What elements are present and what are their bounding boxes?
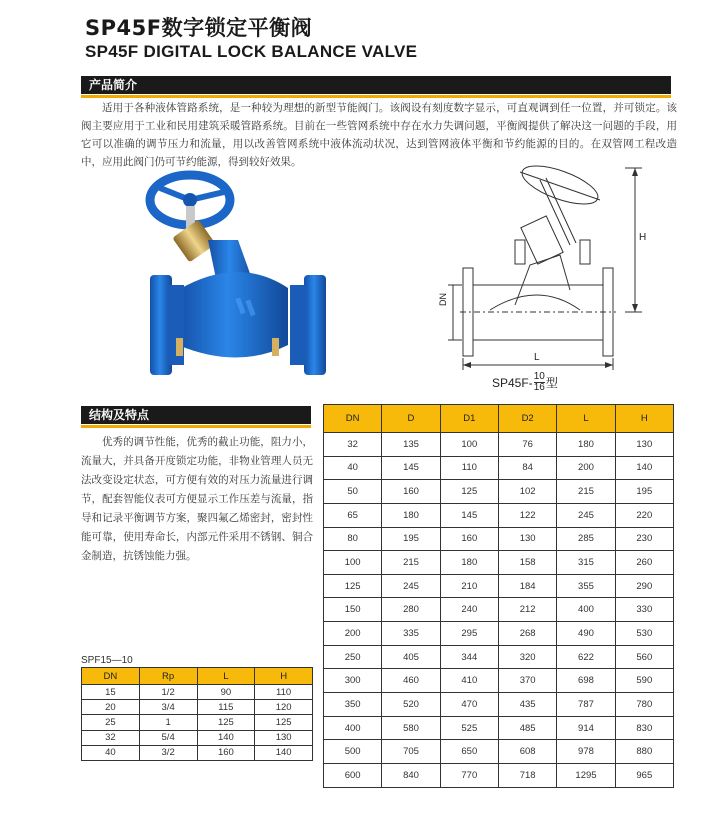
table-cell: 300	[324, 669, 382, 693]
table-cell: 460	[382, 669, 440, 693]
model-pressure-top: 10	[533, 371, 545, 382]
table-cell: 245	[557, 503, 615, 527]
table-cell: 260	[615, 551, 673, 575]
table-cell: 200	[324, 622, 382, 646]
intro-section-header	[81, 76, 671, 94]
table-cell: 485	[498, 716, 556, 740]
small-table-label: SPF15—10	[81, 655, 133, 666]
table-cell: 102	[498, 480, 556, 504]
table-cell: 90	[197, 685, 255, 700]
table-cell: 405	[382, 645, 440, 669]
table-cell: 120	[255, 700, 313, 715]
table-row	[82, 685, 313, 700]
table-cell: 200	[557, 456, 615, 480]
features-heading: 结构及特点	[89, 408, 150, 422]
table-header-cell: H	[255, 668, 313, 685]
table-cell: 25	[82, 715, 140, 730]
table-cell: 110	[440, 456, 498, 480]
table-row	[324, 622, 674, 646]
model-prefix: SP45F-	[492, 375, 533, 390]
table-cell: 130	[255, 730, 313, 745]
table-cell: 115	[197, 700, 255, 715]
table-cell: 215	[382, 551, 440, 575]
table-cell: 230	[615, 527, 673, 551]
test-port-left	[176, 338, 183, 356]
table-cell: 718	[498, 763, 556, 787]
table-cell: 215	[557, 480, 615, 504]
table-cell: 32	[82, 730, 140, 745]
table-cell: 195	[615, 480, 673, 504]
dim-l-label: L	[534, 352, 540, 363]
table-cell: 40	[82, 745, 140, 760]
table-cell: 76	[498, 433, 556, 457]
table-cell: 608	[498, 740, 556, 764]
table-row	[324, 693, 674, 717]
table-cell: 560	[615, 645, 673, 669]
table-cell: 20	[82, 700, 140, 715]
table-cell: 15	[82, 685, 140, 700]
table-cell: 145	[440, 503, 498, 527]
table-cell: 150	[324, 598, 382, 622]
table-cell: 350	[324, 693, 382, 717]
table-cell: 125	[197, 715, 255, 730]
table-header-cell: H	[615, 405, 673, 433]
table-row	[324, 574, 674, 598]
table-row	[324, 551, 674, 575]
dim-dn-label: DN	[438, 293, 448, 306]
table-row	[82, 745, 313, 760]
table-cell: 1	[139, 715, 197, 730]
table-cell: 184	[498, 574, 556, 598]
table-header-cell: L	[557, 405, 615, 433]
table-row	[324, 763, 674, 787]
table-cell: 580	[382, 716, 440, 740]
table-cell: 122	[498, 503, 556, 527]
table-cell: 245	[382, 574, 440, 598]
table-row	[82, 700, 313, 715]
table-header-cell: L	[197, 668, 255, 685]
table-cell: 5/4	[139, 730, 197, 745]
table-header-cell: D1	[440, 405, 498, 433]
valve-photo	[138, 170, 338, 390]
table-cell: 830	[615, 716, 673, 740]
table-cell: 880	[615, 740, 673, 764]
table-cell: 285	[557, 527, 615, 551]
model-label	[492, 372, 558, 393]
table-cell: 125	[324, 574, 382, 598]
table-cell: 315	[557, 551, 615, 575]
table-cell: 180	[382, 503, 440, 527]
table-cell: 590	[615, 669, 673, 693]
table-cell: 400	[557, 598, 615, 622]
table-cell: 158	[498, 551, 556, 575]
table-row	[324, 669, 674, 693]
table-cell: 295	[440, 622, 498, 646]
table-cell: 130	[498, 527, 556, 551]
model-suffix: 型	[545, 376, 558, 390]
features-accent-stripe	[81, 425, 311, 428]
model-pressure-fraction	[534, 372, 545, 393]
table-row	[324, 527, 674, 551]
table-cell: 100	[324, 551, 382, 575]
table-header-cell: DN	[82, 668, 140, 685]
table-cell: 525	[440, 716, 498, 740]
table-cell: 80	[324, 527, 382, 551]
intro-paragraph: 适用于各种液体管路系统，是一种较为理想的新型节能阀门。该阀设有刻度数字显示，可直观调到任一位置，并可锁定。该阀主要应用于工业和民用建筑采暖管路系统。目前在一些管网系统中存在水力失调问题，平衡阀提供了解决这一问题的手段，用它可以准确的调节压力和流量，用以改善管网系统中液体流动状况，达到管网液体平衡和节约能源的目的。在双管网工程改造中，应用此阀门仍可节约能源，得到较好效果。	[81, 102, 677, 168]
table-cell: 1/2	[139, 685, 197, 700]
table-cell: 140	[615, 456, 673, 480]
table-cell: 125	[440, 480, 498, 504]
dimension-table	[323, 404, 674, 788]
table-cell: 140	[255, 745, 313, 760]
page-title: SP45F数字锁定平衡阀	[85, 16, 313, 40]
table-cell: 965	[615, 763, 673, 787]
table-cell: 100	[440, 433, 498, 457]
table-cell: 125	[255, 715, 313, 730]
table-cell: 180	[557, 433, 615, 457]
test-port-right	[272, 338, 279, 356]
table-cell: 914	[557, 716, 615, 740]
table-cell: 400	[324, 716, 382, 740]
table-cell: 145	[382, 456, 440, 480]
table-cell: 370	[498, 669, 556, 693]
table-cell: 500	[324, 740, 382, 764]
table-cell: 195	[382, 527, 440, 551]
table-cell: 787	[557, 693, 615, 717]
table-cell: 280	[382, 598, 440, 622]
table-cell: 320	[498, 645, 556, 669]
table-cell: 220	[615, 503, 673, 527]
intro-accent-stripe	[81, 95, 671, 98]
spf-dimension-table	[81, 667, 313, 761]
table-row	[82, 730, 313, 745]
table-cell: 212	[498, 598, 556, 622]
table-cell: 622	[557, 645, 615, 669]
table-row	[82, 715, 313, 730]
table-row	[324, 503, 674, 527]
table-row	[324, 433, 674, 457]
table-header-cell: D2	[498, 405, 556, 433]
model-pressure-bottom: 16	[533, 382, 545, 393]
table-cell: 160	[382, 480, 440, 504]
table-cell: 840	[382, 763, 440, 787]
table-cell: 84	[498, 456, 556, 480]
table-cell: 40	[324, 456, 382, 480]
table-row	[324, 480, 674, 504]
table-row	[324, 716, 674, 740]
table-cell: 650	[440, 740, 498, 764]
table-cell: 698	[557, 669, 615, 693]
valve-body	[178, 272, 288, 358]
table-cell: 268	[498, 622, 556, 646]
technical-drawing	[420, 160, 670, 395]
table-cell: 240	[440, 598, 498, 622]
table-cell: 978	[557, 740, 615, 764]
table-cell: 1295	[557, 763, 615, 787]
table-cell: 330	[615, 598, 673, 622]
table-cell: 32	[324, 433, 382, 457]
table-row	[324, 645, 674, 669]
table-cell: 3/4	[139, 700, 197, 715]
table-cell: 705	[382, 740, 440, 764]
table-cell: 344	[440, 645, 498, 669]
table-cell: 490	[557, 622, 615, 646]
table-cell: 140	[197, 730, 255, 745]
table-header-cell: DN	[324, 405, 382, 433]
table-cell: 530	[615, 622, 673, 646]
table-row	[324, 598, 674, 622]
table-cell: 250	[324, 645, 382, 669]
table-cell: 135	[382, 433, 440, 457]
table-cell: 290	[615, 574, 673, 598]
dim-h-label: H	[639, 232, 647, 243]
table-cell: 470	[440, 693, 498, 717]
table-cell: 355	[557, 574, 615, 598]
features-section-header	[81, 406, 311, 424]
table-cell: 180	[440, 551, 498, 575]
table-cell: 435	[498, 693, 556, 717]
table-cell: 130	[615, 433, 673, 457]
table-cell: 160	[197, 745, 255, 760]
table-cell: 520	[382, 693, 440, 717]
table-cell: 410	[440, 669, 498, 693]
table-cell: 160	[440, 527, 498, 551]
right-flange	[304, 275, 326, 375]
table-row	[324, 456, 674, 480]
table-cell: 65	[324, 503, 382, 527]
table-cell: 210	[440, 574, 498, 598]
table-cell: 3/2	[139, 745, 197, 760]
table-cell: 600	[324, 763, 382, 787]
page-subtitle: SP45F DIGITAL LOCK BALANCE VALVE	[85, 42, 418, 61]
table-row	[324, 740, 674, 764]
table-cell: 780	[615, 693, 673, 717]
table-cell: 110	[255, 685, 313, 700]
table-cell: 50	[324, 480, 382, 504]
table-header-cell: Rp	[139, 668, 197, 685]
features-paragraph: 优秀的调节性能，优秀的截止功能，阻力小，流量大，并具备开度锁定功能，非物业管理人员无法改变设定状态，可方便有效的对压力流量进行调节，配套智能仪表可方便显示工作压差与流量，指导和记录平衡调节方案，聚四氟乙烯密封，密封性能可靠，使用寿命长，内部元件采用不锈钢、铜合金制造，抗锈蚀能力强。	[81, 436, 313, 562]
table-header-cell: D	[382, 405, 440, 433]
table-cell: 770	[440, 763, 498, 787]
table-cell: 335	[382, 622, 440, 646]
intro-heading: 产品简介	[89, 78, 138, 92]
